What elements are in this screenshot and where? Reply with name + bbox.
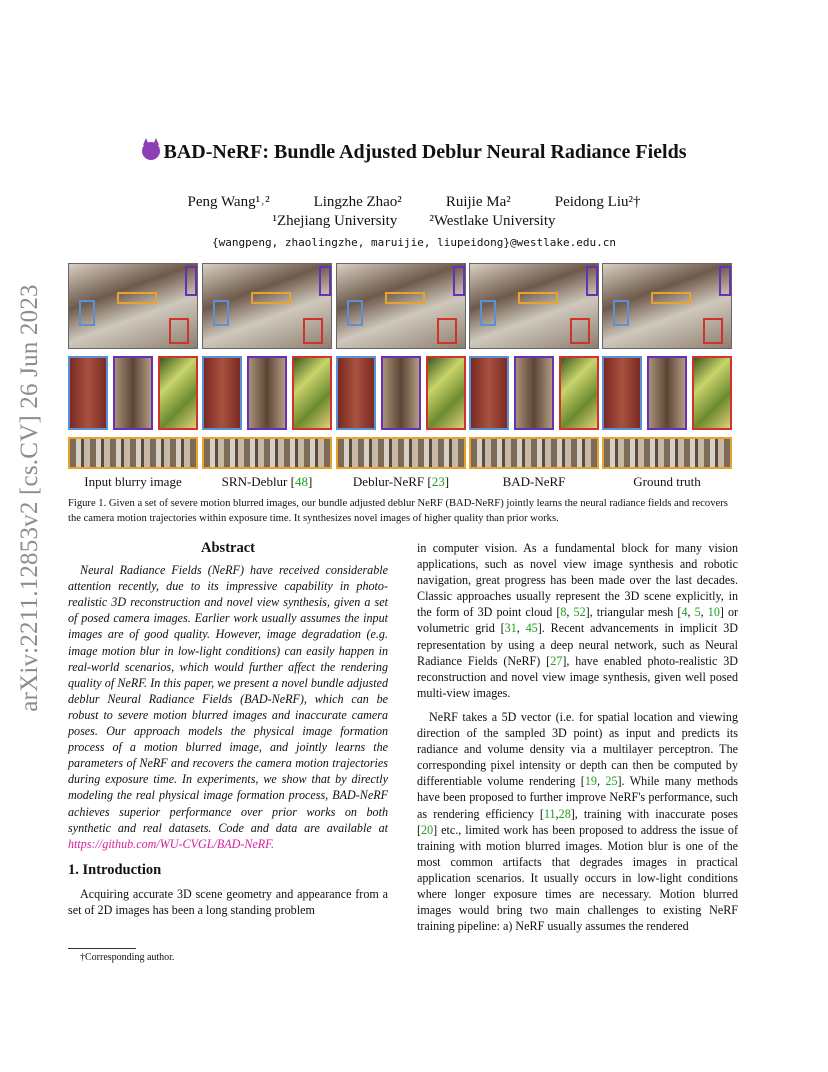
crop-purple: [647, 356, 687, 430]
author: Peng Wang¹˒²: [187, 194, 270, 210]
intro-paragraph: NeRF takes a 5D vector (i.e. for spatial location and viewing direction of the sampled 3D point) as input and predicts its radiance and volume density via a multilayer perceptron. The corresponding pixel intensity or depth can then be computed by differentiable volume rendering [19, 25]. While many methods have been proposed to further improve NeRF's performance, such as rendering efficiency [11,28], training with inaccurate poses [20] etc., limited work has been proposed to address the issue of training with motion blurred images. Motion blur is one of the most common artifacts that degrades images in practical application scenarios. It usually occurs in low-light conditions where longer exposure times are necessary. Motion blurred images would bring two main challenges to existing NeRF training pipeline: a) NeRF usually assumes the rendered: [417, 709, 738, 934]
citation-link[interactable]: 28: [558, 806, 571, 821]
crop-blue: [469, 356, 509, 430]
zoomed-crops: [602, 356, 732, 430]
scene-image: [202, 263, 332, 349]
highlight-box: [570, 318, 590, 344]
affiliation: ²Westlake University: [429, 213, 556, 229]
highlight-box: [703, 318, 723, 344]
crop-purple: [113, 356, 153, 430]
left-column: [68, 540, 388, 918]
crop-blue: [68, 356, 108, 430]
intro-paragraph: Acquiring accurate 3D scene geometry and appearance from a set of 2D images has been a long standing problem: [68, 886, 388, 917]
figure-column: [68, 263, 198, 469]
paper-title-block: [0, 141, 828, 164]
right-column: [417, 540, 738, 934]
highlight-box: [213, 300, 229, 326]
figure-column: [469, 263, 599, 469]
crop-orange: [469, 437, 599, 469]
affiliation: ¹Zhejiang University: [272, 213, 398, 229]
zoomed-crops: [68, 356, 198, 430]
code-link[interactable]: https://github.com/WU-CVGL/BAD-NeRF.: [68, 836, 275, 851]
citation-link[interactable]: 31: [504, 621, 517, 636]
paper-title: BAD-NeRF: Bundle Adjusted Deblur Neural Radiance Fields: [163, 141, 687, 163]
devil-logo-icon: [142, 142, 160, 160]
author: Lingzhe Zhao²: [313, 194, 402, 210]
crop-red: [426, 356, 466, 430]
highlight-box: [613, 300, 629, 326]
highlight-box: [586, 266, 598, 296]
highlight-box: [651, 292, 691, 304]
highlight-box: [453, 266, 465, 296]
citation-link[interactable]: 19: [584, 774, 597, 789]
citation-link[interactable]: 45: [525, 621, 538, 636]
arxiv-sidebar: [10, 284, 50, 712]
highlight-box: [169, 318, 189, 344]
crop-purple: [514, 356, 554, 430]
author-list: [0, 194, 828, 211]
introduction-heading: 1. Introduction: [68, 861, 162, 878]
highlight-box: [518, 292, 558, 304]
crop-blue: [202, 356, 242, 430]
scene-image: [602, 263, 732, 349]
scene-image: [68, 263, 198, 349]
intro-paragraph: in computer vision. As a fundamental block for many vision applications, such as novel view image synthesis and robotic navigation, great progress has been made over the last decades. Classic approaches usually represent the 3D scene explicitly, in the form of 3D point cloud [8, 52], triangular mesh [4, 5, 10] or volumetric grid [31, 45]. Recent advancements in implicit 3D representation by using a deep neural network, such as Neural Radiance Fields (NeRF) [27], have enabled photo-realistic 3D reconstruction and novel view image synthesis, given well posed multi-view images.: [417, 541, 739, 700]
footnote-rule: [68, 948, 136, 949]
highlight-box: [319, 266, 331, 296]
highlight-box: [185, 266, 197, 296]
crop-orange: [336, 437, 466, 469]
abstract-text: [68, 562, 388, 852]
crop-blue: [336, 356, 376, 430]
column-label: Input blurry image: [84, 474, 182, 489]
citation-link[interactable]: 11: [543, 806, 556, 821]
highlight-box: [117, 292, 157, 304]
affiliation-list: [0, 213, 828, 230]
citation-link[interactable]: 8: [560, 605, 567, 620]
crop-orange: [68, 437, 198, 469]
citation-link[interactable]: 23: [431, 474, 445, 489]
citation-link[interactable]: 20: [421, 822, 434, 837]
crop-red: [559, 356, 599, 430]
scene-image: [336, 263, 466, 349]
author: Peidong Liu²†: [554, 194, 641, 210]
column-label: SRN-Deblur [48]: [221, 474, 313, 489]
crop-red: [158, 356, 198, 430]
citation-link[interactable]: 25: [605, 774, 618, 789]
citation-link[interactable]: 48: [294, 474, 308, 489]
crop-orange: [602, 437, 732, 469]
highlight-box: [480, 300, 496, 326]
highlight-box: [347, 300, 363, 326]
author-emails: {wangpeng, zhaolingzhe, maruijie, liupeidong}@westlake.edu.cn: [212, 236, 616, 249]
abstract-heading: Abstract: [201, 540, 255, 556]
figure-1-grid: [68, 263, 732, 469]
citation-link[interactable]: 5: [694, 605, 701, 620]
figure-caption: Figure 1. Given a set of severe motion blurred images, our bundle adjusted deblur NeRF (BAD-NeRF) jointly learns the neural radiance fields and recovers the camera motion trajectories within exposure time. It synthesizes novel images of higher quality than prior works.: [68, 498, 728, 524]
crop-red: [292, 356, 332, 430]
scene-image: [469, 263, 599, 349]
zoomed-crops: [469, 356, 599, 430]
highlight-box: [385, 292, 425, 304]
highlight-box: [719, 266, 731, 296]
highlight-box: [79, 300, 95, 326]
crop-red: [692, 356, 732, 430]
column-label: Ground truth: [633, 474, 701, 489]
figure-column-labels: [68, 474, 732, 490]
figure-column: [602, 263, 732, 469]
crop-purple: [381, 356, 421, 430]
crop-orange: [202, 437, 332, 469]
figure-column: [202, 263, 332, 469]
highlight-box: [251, 292, 291, 304]
crop-purple: [247, 356, 287, 430]
zoomed-crops: [336, 356, 466, 430]
column-label: Deblur-NeRF [23]: [352, 474, 450, 489]
arxiv-identifier: arXiv:2211.12853v2 [cs.CV] 26 Jun 2023: [16, 284, 43, 712]
abstract-body: Neural Radiance Fields (NeRF) have received considerable attention recently, due to its impressive capability in photo-realistic 3D reconstruction and novel view synthesis, given a set of posed camera images. Earlier work usually assumes the input images are of good quality. However, image degradation (e.g. image motion blur in low-light conditions) can easily happen in real-world scenarios, which would further affect the rendering quality of NeRF. In this paper, we present a novel bundle adjusted deblur Neural Radiance Fields (BAD-NeRF), which can be robust to severe motion blurred images and inaccurate camera poses. Our approach models the physical image formation process of a motion blurred image, and jointly learns the parameters of NeRF and recovers the camera motion trajectories during exposure time. In experiments, we show that by directly modeling the real physical image formation process, BAD-NeRF achieves superior performance over prior works on both synthetic and real datasets. Code and data are available at: [68, 563, 388, 835]
crop-blue: [602, 356, 642, 430]
citation-link[interactable]: 10: [707, 605, 720, 620]
column-label: BAD-NeRF: [502, 474, 566, 489]
citation-link[interactable]: 52: [573, 605, 586, 620]
figure-column: [336, 263, 466, 469]
zoomed-crops: [202, 356, 332, 430]
highlight-box: [437, 318, 457, 344]
citation-link[interactable]: 27: [550, 653, 563, 668]
citation-link[interactable]: 4: [681, 605, 688, 620]
highlight-box: [303, 318, 323, 344]
footnote: †Corresponding author.: [80, 952, 175, 963]
author: Ruijie Ma²: [445, 194, 511, 210]
